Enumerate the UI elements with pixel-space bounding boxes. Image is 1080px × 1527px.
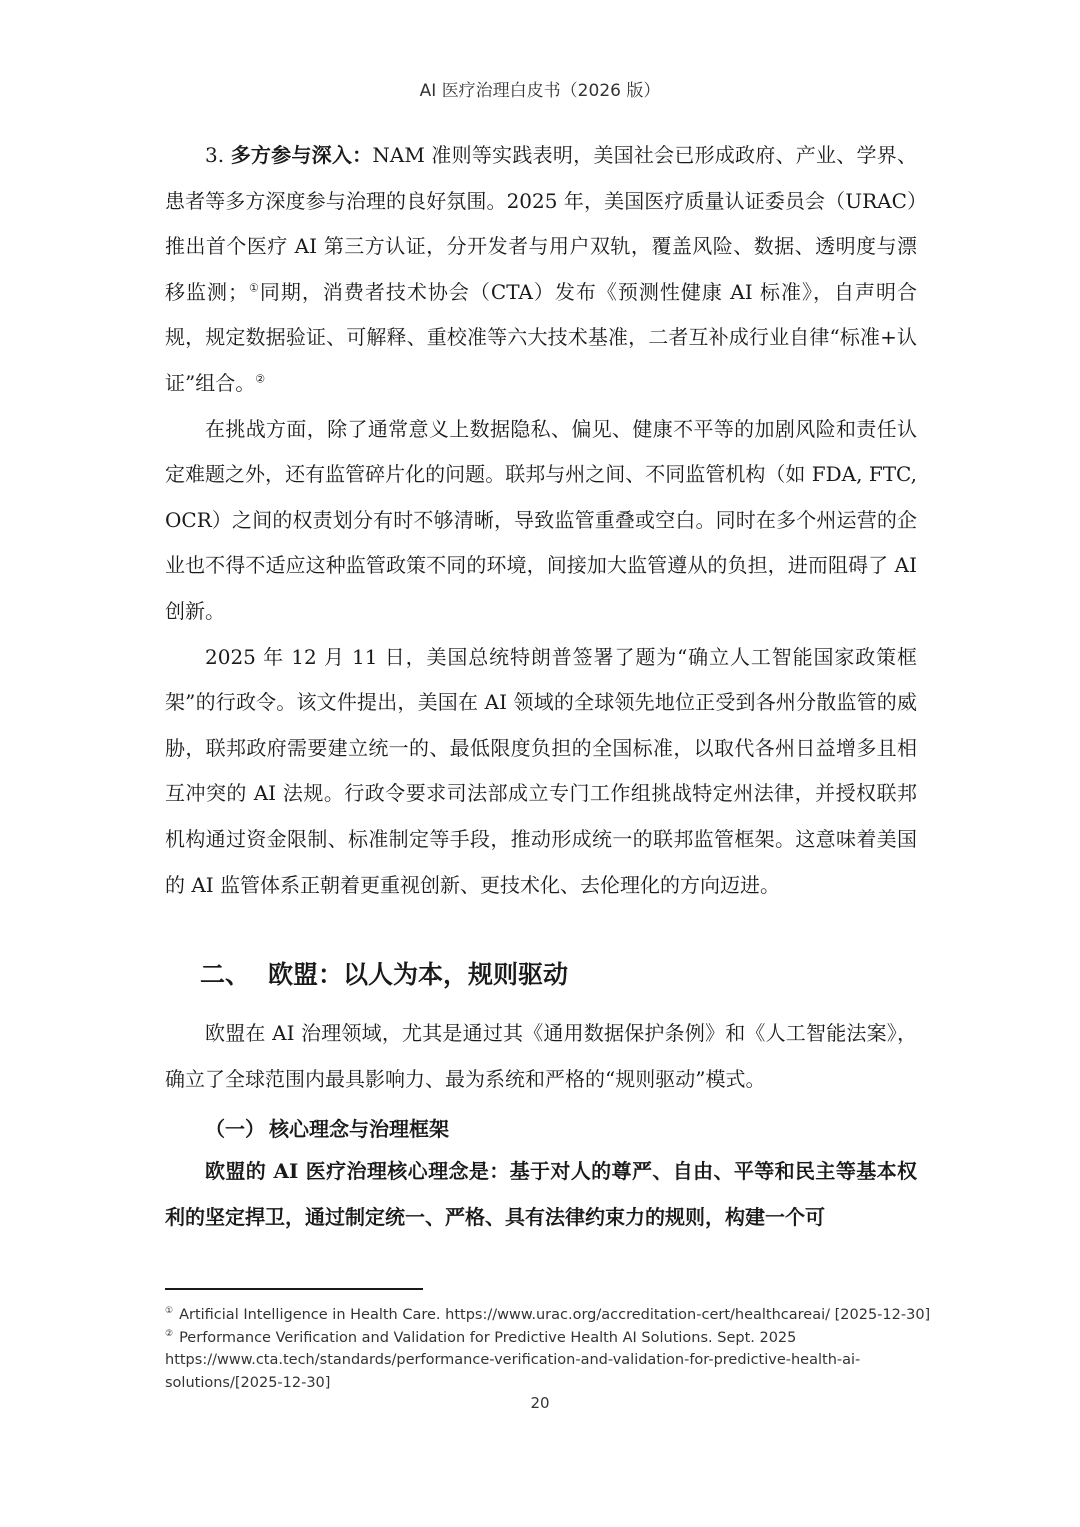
- paragraph-eu-core-concept: 欧盟的 AI 医疗治理核心理念是：基于对人的尊严、自由、平等和民主等基本权利的坚定捍卫，通过制定统一、严格、具有法律约束力的规则，构建一个可: [165, 1159, 917, 1229]
- paragraph-challenges: 在挑战方面，除了通常意义上数据隐私、偏见、健康不平等的加剧风险和责任认定难题之外，还有监管碎片化的问题。联邦与州之间、不同监管机构（如 FDA, FTC, OCR）之间的权责划分有时不够清晰，导致监管重叠或空白。同时在多个州运营的企业也不得不适应这种监管政策不同的环境，间接加大监管遵从的负担，进而阻碍了 AI 创新。: [165, 416, 917, 623]
- list-number: 3.: [205, 143, 231, 167]
- footnote-2-url[interactable]: https://www.cta.tech/standards/performance-verification-and-validation-for-predictive-health-ai-: [165, 1352, 861, 1369]
- bold-lead-term: 多方参与深入：: [230, 143, 373, 167]
- footnote-text[interactable]: Artificial Intelligence in Health Care. https://www.urac.org/accreditation-cert/healthcareai/ [2025-12-30]: [179, 1307, 931, 1323]
- subsection-heading: [205, 1113, 449, 1142]
- footnotes: [165, 1304, 931, 1394]
- footnote-mark-2: ②: [165, 1328, 174, 1339]
- footnote-2: [165, 1327, 925, 1350]
- section-number: 二、: [200, 960, 251, 989]
- paragraph-executive-order: 2025 年 12 月 11 日，美国总统特朗普签署了题为“确立人工智能国家政策框架”的行政令。该文件提出，美国在 AI 领域的全球领先地位正受到各州分散监管的威胁，联邦政府需要建立统一的、最低限度负担的全国标准，以取代各州日益增多且相互冲突的 AI 法规。行政令要求司法部成立专门工作组挑战特定州法律，并授权联邦机构通过资金限制、标准制定等手段，推动形成统一的联邦监管框架。这意味着美国的 AI 监管体系正朝着更重视创新、更技术化、去伦理化的方向迈进。: [165, 644, 917, 897]
- body-text-eu-intro: [165, 1011, 917, 1102]
- footnote-mark-1: ①: [165, 1306, 174, 1317]
- body-text-top: [165, 133, 917, 908]
- footnote-1: [165, 1304, 931, 1327]
- footnote-text: Performance Verification and Validation for Predictive Health AI Solutions. Sept. 2025: [179, 1329, 797, 1346]
- body-text-eu-core: [165, 1149, 917, 1240]
- section-heading: [200, 955, 568, 991]
- running-header: AI 医疗治理白皮书（2026 版）: [419, 81, 661, 101]
- paragraph-multi-party: [165, 133, 917, 407]
- page-number: 20: [530, 1394, 550, 1412]
- paragraph-text: 同期，消费者技术协会（CTA）发布《预测性健康 AI 标准》，自声明合规，规定数据验证、可解释、重校准等六大技术基准，二者互补成行业自律“标准+认证”组合。: [165, 279, 917, 395]
- footnote-ref-1[interactable]: ①: [248, 281, 260, 295]
- subsection-title: 核心理念与治理框架: [269, 1117, 449, 1141]
- paragraph-text: NAM 准则等实践表明，美国社会已形成政府、产业、学界、患者等多方深度参与治理的良好氛围。2025 年，美国医疗质量认证委员会（URAC）推出首个医疗 AI 第三方认证，分开发者与用户双轨，覆盖风险、数据、透明度与漂移监测；: [165, 143, 917, 304]
- paragraph-eu-intro: 欧盟在 AI 治理领域，尤其是通过其《通用数据保护条例》和《人工智能法案》，确立了全球范围内最具影响力、最为系统和严格的“规则驱动”模式。: [165, 1021, 917, 1091]
- footnote-2-url-cont[interactable]: solutions/[2025-12-30]: [165, 1374, 331, 1391]
- footnote-separator: [165, 1288, 423, 1290]
- subsection-number: （一）: [205, 1117, 265, 1141]
- footnote-ref-2[interactable]: ②: [255, 372, 266, 386]
- section-title: 欧盟：以人为本，规则驱动: [268, 960, 569, 989]
